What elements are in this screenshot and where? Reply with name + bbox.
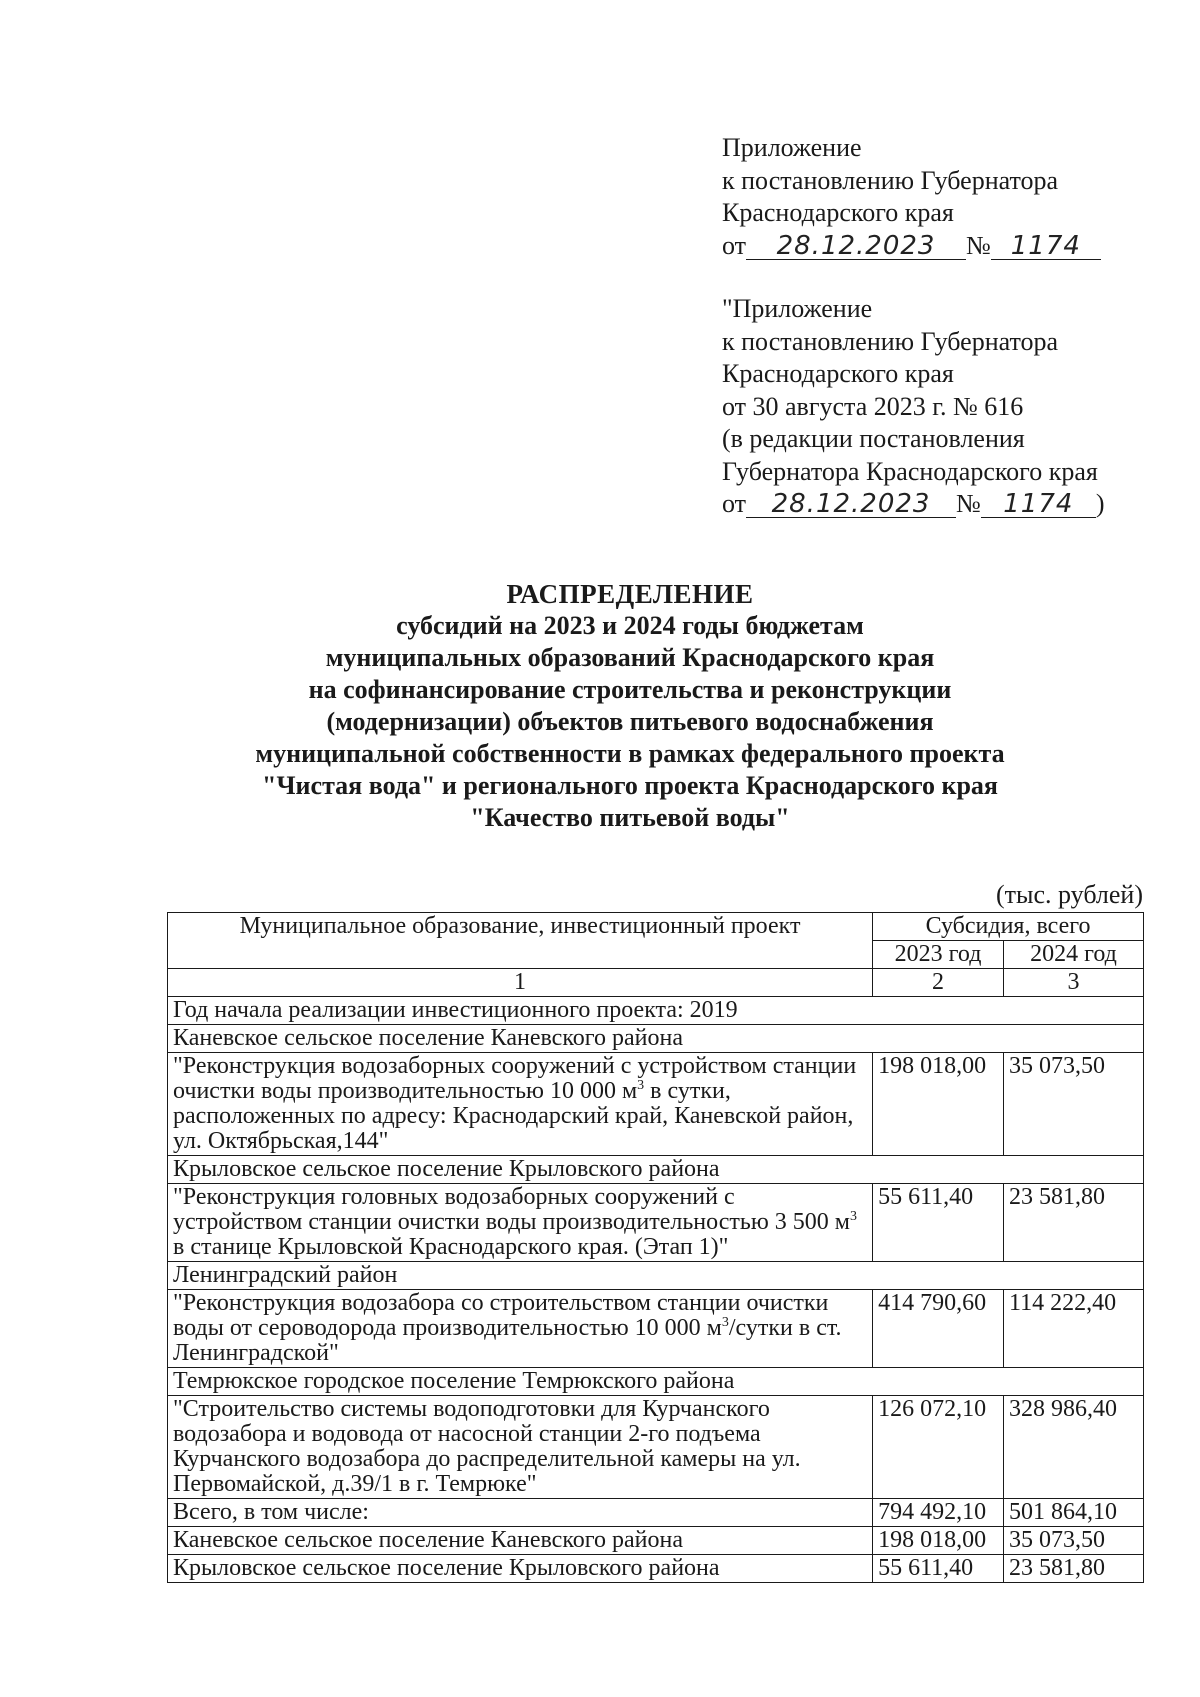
- table-row: [168, 1290, 1144, 1368]
- value-2024: 35 073,50: [1004, 1053, 1144, 1156]
- subtotal-2024: 23 581,80: [1004, 1555, 1144, 1583]
- number-sign: №: [956, 489, 981, 518]
- annex-title: "Приложение: [722, 294, 873, 323]
- subtotal-row: [168, 1527, 1144, 1555]
- subtotal-row: [168, 1555, 1144, 1583]
- annex-date-line: [722, 230, 1101, 263]
- value-2024: 23 581,80: [1004, 1184, 1144, 1262]
- handwritten-number: 1174: [981, 491, 1096, 518]
- subtotal-2023: 198 018,00: [873, 1527, 1004, 1555]
- project-cell: [168, 1290, 873, 1368]
- title-line: субсидий на 2023 и 2024 годы бюджетам: [396, 611, 864, 640]
- table-row: [168, 1156, 1144, 1184]
- value-2023: 198 018,00: [873, 1053, 1004, 1156]
- project-text: "Реконструкция водозаборных сооружений с устройством станции очистки воды производительностью 10 000 м: [173, 1053, 857, 1104]
- header-subsidy: Субсидия, всего: [873, 913, 1144, 941]
- superscript: 3: [849, 1209, 857, 1224]
- subsidy-table: [167, 912, 1144, 1583]
- table-row: [168, 1396, 1144, 1499]
- annex-header-quoted: [722, 293, 1105, 521]
- column-number: 2: [873, 969, 1004, 997]
- column-number: 3: [1004, 969, 1144, 997]
- subtotal-label: Крыловское сельское поселение Крыловского района: [168, 1555, 873, 1583]
- title-line: муниципальных образований Краснодарского края: [325, 643, 935, 672]
- annex-line: Краснодарского края: [722, 198, 954, 227]
- title-line: (модернизации) объектов питьевого водоснабжения: [326, 707, 934, 736]
- units-label: (тыс. рублей): [995, 880, 1143, 909]
- column-number-row: [168, 969, 1144, 997]
- title-line: "Качество питьевой воды": [470, 803, 790, 832]
- annex-line: Краснодарского края: [722, 359, 954, 388]
- from-label: от: [722, 489, 747, 518]
- municipality-cell: Темрюкское городское поселение Темрюкского района: [168, 1368, 1144, 1396]
- project-cell: [168, 1184, 873, 1262]
- annex-title: Приложение: [722, 133, 862, 162]
- closing-paren: ): [1095, 489, 1105, 518]
- municipality-cell: Ленинградский район: [168, 1262, 1144, 1290]
- title-line: "Чистая вода" и регионального проекта Краснодарского края: [262, 771, 998, 800]
- table-row: [168, 1053, 1144, 1156]
- annex-line: к постановлению Губернатора: [722, 165, 1059, 195]
- table-row: [168, 1184, 1144, 1262]
- title-line: на софинансирование строительства и реконструкции: [308, 675, 952, 704]
- table-header-row: [168, 913, 1144, 941]
- annex-line: (в редакции постановления: [722, 424, 1025, 453]
- project-text: "Реконструкция водозабора со строительством станции очистки воды от сероводорода производительностью 10 000 м: [173, 1290, 829, 1341]
- total-2024: 501 864,10: [1004, 1499, 1144, 1527]
- header-2023: 2023 год: [873, 941, 1004, 969]
- project-cell: [168, 1053, 873, 1156]
- superscript: 3: [637, 1078, 645, 1093]
- value-2023: 414 790,60: [873, 1290, 1004, 1368]
- annex-header: [722, 132, 1101, 262]
- column-number: 1: [168, 969, 873, 997]
- handwritten-number: 1174: [991, 233, 1101, 260]
- total-2023: 794 492,10: [873, 1499, 1004, 1527]
- annex-line: к постановлению Губернатора: [722, 326, 1059, 356]
- value-2024: 114 222,40: [1004, 1290, 1144, 1368]
- number-sign: №: [966, 230, 991, 260]
- year-start-cell: Год начала реализации инвестиционного проекта: 2019: [168, 997, 1144, 1025]
- document-title: [200, 578, 1060, 834]
- handwritten-date: 28.12.2023: [746, 491, 956, 518]
- project-text: "Реконструкция головных водозаборных сооружений с устройством станции очистки воды производительностью 3 500 м: [173, 1184, 850, 1235]
- annex-line: Губернатора Краснодарского края: [722, 456, 1098, 486]
- subtotal-2023: 55 611,40: [873, 1555, 1004, 1583]
- title-main: РАСПРЕДЕЛЕНИЕ: [506, 579, 754, 609]
- municipality-cell: Каневское сельское поселение Каневского района: [168, 1025, 1144, 1053]
- from-label: от: [722, 230, 747, 260]
- municipality-cell: Крыловское сельское поселение Крыловского района: [168, 1156, 1144, 1184]
- project-text: /сутки в ст. Ленинградской": [173, 1315, 842, 1366]
- project-cell: "Строительство системы водоподготовки для Курчанского водозабора и водовода от насосной станции 2-го подъема Курчанского водозабора до распределительной камеры на ул. Первомайской, д.39/1 в г. Темрюке": [168, 1396, 873, 1499]
- subtotal-label: Каневское сельское поселение Каневского района: [168, 1527, 873, 1555]
- header-project: Муниципальное образование, инвестиционный проект: [168, 913, 873, 969]
- superscript: 3: [721, 1315, 729, 1330]
- table-row: [168, 997, 1144, 1025]
- value-2023: 55 611,40: [873, 1184, 1004, 1262]
- total-label: Всего, в том числе:: [168, 1499, 873, 1527]
- title-line: муниципальной собственности в рамках федерального проекта: [255, 739, 1005, 768]
- table-row: [168, 1368, 1144, 1396]
- header-2024: 2024 год: [1004, 941, 1144, 969]
- handwritten-date: 28.12.2023: [746, 233, 966, 260]
- subtotal-2024: 35 073,50: [1004, 1527, 1144, 1555]
- annex-date-line: [722, 488, 1105, 521]
- table-row: [168, 1262, 1144, 1290]
- value-2023: 126 072,10: [873, 1396, 1004, 1499]
- project-text: в сутки, расположенных по адресу: Краснодарский край, Каневской район, ул. Октябрьская,144": [173, 1078, 854, 1154]
- value-2024: 328 986,40: [1004, 1396, 1144, 1499]
- total-row: [168, 1499, 1144, 1527]
- project-text: в станице Крыловской Краснодарского края. (Этап 1)": [173, 1234, 729, 1260]
- annex-line: от 30 августа 2023 г. № 616: [722, 391, 1024, 421]
- table-row: [168, 1025, 1144, 1053]
